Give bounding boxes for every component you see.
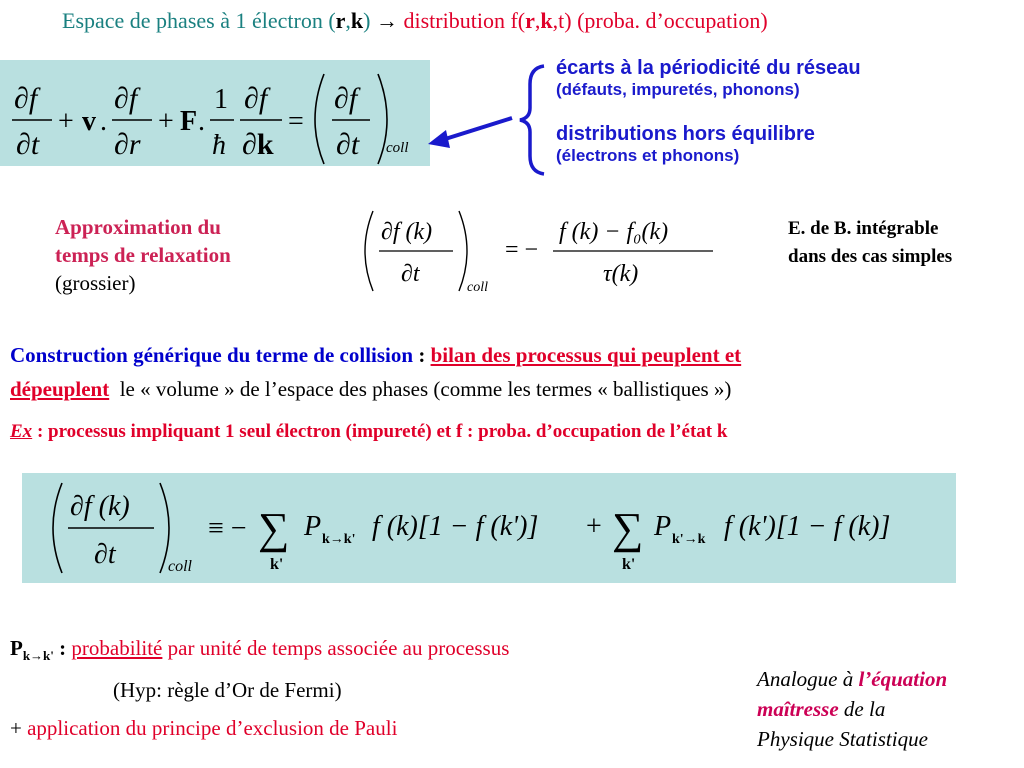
eq-plus-2: +: [158, 106, 174, 137]
master-coll: coll: [168, 558, 192, 575]
annotation-arrow-brace: [420, 60, 550, 180]
master-sum-index-1: k': [270, 556, 284, 573]
boltzmann-equation: [0, 60, 430, 166]
blue-arrow-head-icon: [428, 130, 450, 148]
relax-equals-minus: = −: [505, 237, 539, 263]
relax-rhs-num: f (k) − f₀(k): [559, 219, 669, 245]
eq-equals: =: [288, 106, 304, 137]
title-r: r: [335, 8, 346, 33]
master-P-2: P: [654, 511, 672, 542]
eq-coll: coll: [386, 140, 409, 156]
construction-heading: Construction générique du terme de collision: [10, 343, 414, 367]
title-comma: ,: [345, 8, 351, 33]
master-term-2: f (k')[1 − f (k)]: [724, 511, 891, 542]
title-k2: k: [540, 8, 553, 33]
construction-line-1: [10, 338, 1010, 372]
annotation-item-2-sub: (électrons et phonons): [556, 146, 740, 165]
sum-icon-2: ∑: [612, 504, 644, 553]
relaxation-note-line-1: E. de B. intégrable: [788, 218, 939, 239]
relax-rhs-den: τ(k): [603, 261, 639, 287]
title-text-2: distribution f(: [403, 8, 526, 33]
construction-rest: le « volume » de l’espace des phases (comme les termes « ballistiques »): [109, 377, 732, 401]
relaxation-equation: [355, 205, 735, 300]
footer-probability-word: probabilité: [71, 636, 163, 660]
eq-one: 1: [214, 84, 228, 115]
footer-pauli: [10, 716, 397, 741]
eq-dt: ∂t: [16, 128, 40, 161]
title-text-1: Espace de phases à 1 électron (: [62, 8, 336, 33]
footer-P-sub: k→k': [22, 648, 54, 664]
construction-paragraph: [10, 338, 1010, 406]
eq-df-2: ∂f: [114, 82, 138, 115]
footer-plus: +: [10, 716, 28, 740]
master-sub-2: k'→k: [672, 532, 706, 547]
eq-dot-1: .: [100, 106, 107, 137]
title-comma2: ,: [534, 8, 541, 33]
example-label: Ex: [10, 421, 33, 442]
annotation-item-1-title: écarts à la périodicité du réseau: [556, 57, 861, 79]
eq-df-3: ∂f: [244, 82, 268, 115]
annotation-item-2-title: distributions hors équilibre: [556, 123, 815, 145]
relaxation-label: [55, 213, 231, 297]
analogy-line-3: Physique Statistique: [757, 727, 928, 751]
analogy-note: [757, 664, 947, 754]
eq-hbar: ħ: [212, 130, 226, 161]
analogy-line-2: [757, 694, 947, 724]
example-line: [10, 421, 727, 443]
annotation-item-2: [556, 123, 815, 166]
eq-F: F: [180, 106, 198, 137]
analogy-emphasis-2: maîtresse: [757, 697, 839, 721]
footer-P: P: [10, 636, 23, 660]
title-text-3: ,t) (proba. d’occupation): [552, 8, 768, 33]
eq-dot-2: .: [198, 106, 205, 137]
relax-lhs-num: ∂f (k): [381, 219, 433, 245]
footer-pauli-text: application du principe d’exclusion de Pauli: [27, 716, 398, 740]
footer-hypothesis: (Hyp: règle d’Or de Fermi): [113, 678, 342, 702]
relaxation-label-line-1: Approximation du: [55, 215, 221, 239]
construction-emphasis-2: dépeuplent: [10, 377, 110, 401]
brace-icon: [520, 66, 544, 174]
construction-colon: :: [413, 343, 431, 367]
master-equation: [22, 473, 956, 583]
eq-df-4: ∂f: [334, 82, 358, 115]
analogy-text-2: de la: [838, 697, 886, 721]
analogy-emphasis-1: l’équation: [858, 667, 948, 691]
analogy-line-1: [757, 664, 947, 694]
relax-lhs-den: ∂t: [401, 261, 420, 287]
master-lhs-den: ∂t: [94, 539, 116, 570]
relax-coll: coll: [467, 280, 488, 295]
relax-paren-right: [459, 211, 467, 291]
relaxation-label-line-2: temps de relaxation: [55, 243, 231, 267]
eq-dt-2: ∂t: [336, 128, 360, 161]
eq-df: ∂f: [14, 82, 38, 115]
eq-paren-left: [315, 74, 324, 164]
eq-dk: ∂k: [242, 128, 274, 161]
relaxation-note-line-2: dans des cas simples: [788, 246, 953, 267]
example-text: : processus impliquant 1 seul électron (impureté) et f : proba. d’occupation de l’état k: [32, 421, 728, 442]
construction-line-2: [10, 372, 1010, 406]
title-r2: r: [525, 8, 535, 33]
annotation-item-1-sub: (défauts, impuretés, phonons): [556, 80, 800, 99]
eq-plus-1: +: [58, 106, 74, 137]
master-term-1: f (k)[1 − f (k')]: [372, 511, 539, 542]
master-equiv: ≡ −: [208, 513, 247, 544]
footer-colon: :: [53, 636, 72, 660]
annotation-item-1: [556, 57, 861, 100]
master-paren-left: [53, 483, 62, 573]
eq-dr: ∂r: [114, 128, 141, 161]
footer-probability-rest: par unité de temps associée au processus: [162, 636, 510, 660]
title-close: ): [363, 8, 371, 33]
analogy-text-1: Analogue à: [757, 667, 859, 691]
blue-arrow-icon: [442, 118, 512, 140]
master-lhs-num: ∂f (k): [70, 491, 130, 522]
footer-probability: [10, 636, 509, 664]
master-equation-box: [22, 473, 956, 583]
boltzmann-equation-box: [0, 60, 430, 166]
master-P-1: P: [304, 511, 322, 542]
master-plus: +: [586, 511, 602, 542]
title-k: k: [350, 8, 364, 33]
title-arrow-icon: →: [376, 8, 398, 33]
eq-v: v: [82, 106, 96, 137]
relaxation-note: [788, 215, 952, 271]
master-sub-1: k→k': [322, 532, 356, 547]
slide-title: [62, 8, 768, 34]
construction-emphasis-1: bilan des processus qui peuplent et: [430, 343, 742, 367]
relax-paren-left: [365, 211, 373, 291]
sum-icon-1: ∑: [258, 504, 290, 553]
master-sum-index-2: k': [622, 556, 636, 573]
relaxation-label-line-3: (grossier): [55, 271, 136, 295]
